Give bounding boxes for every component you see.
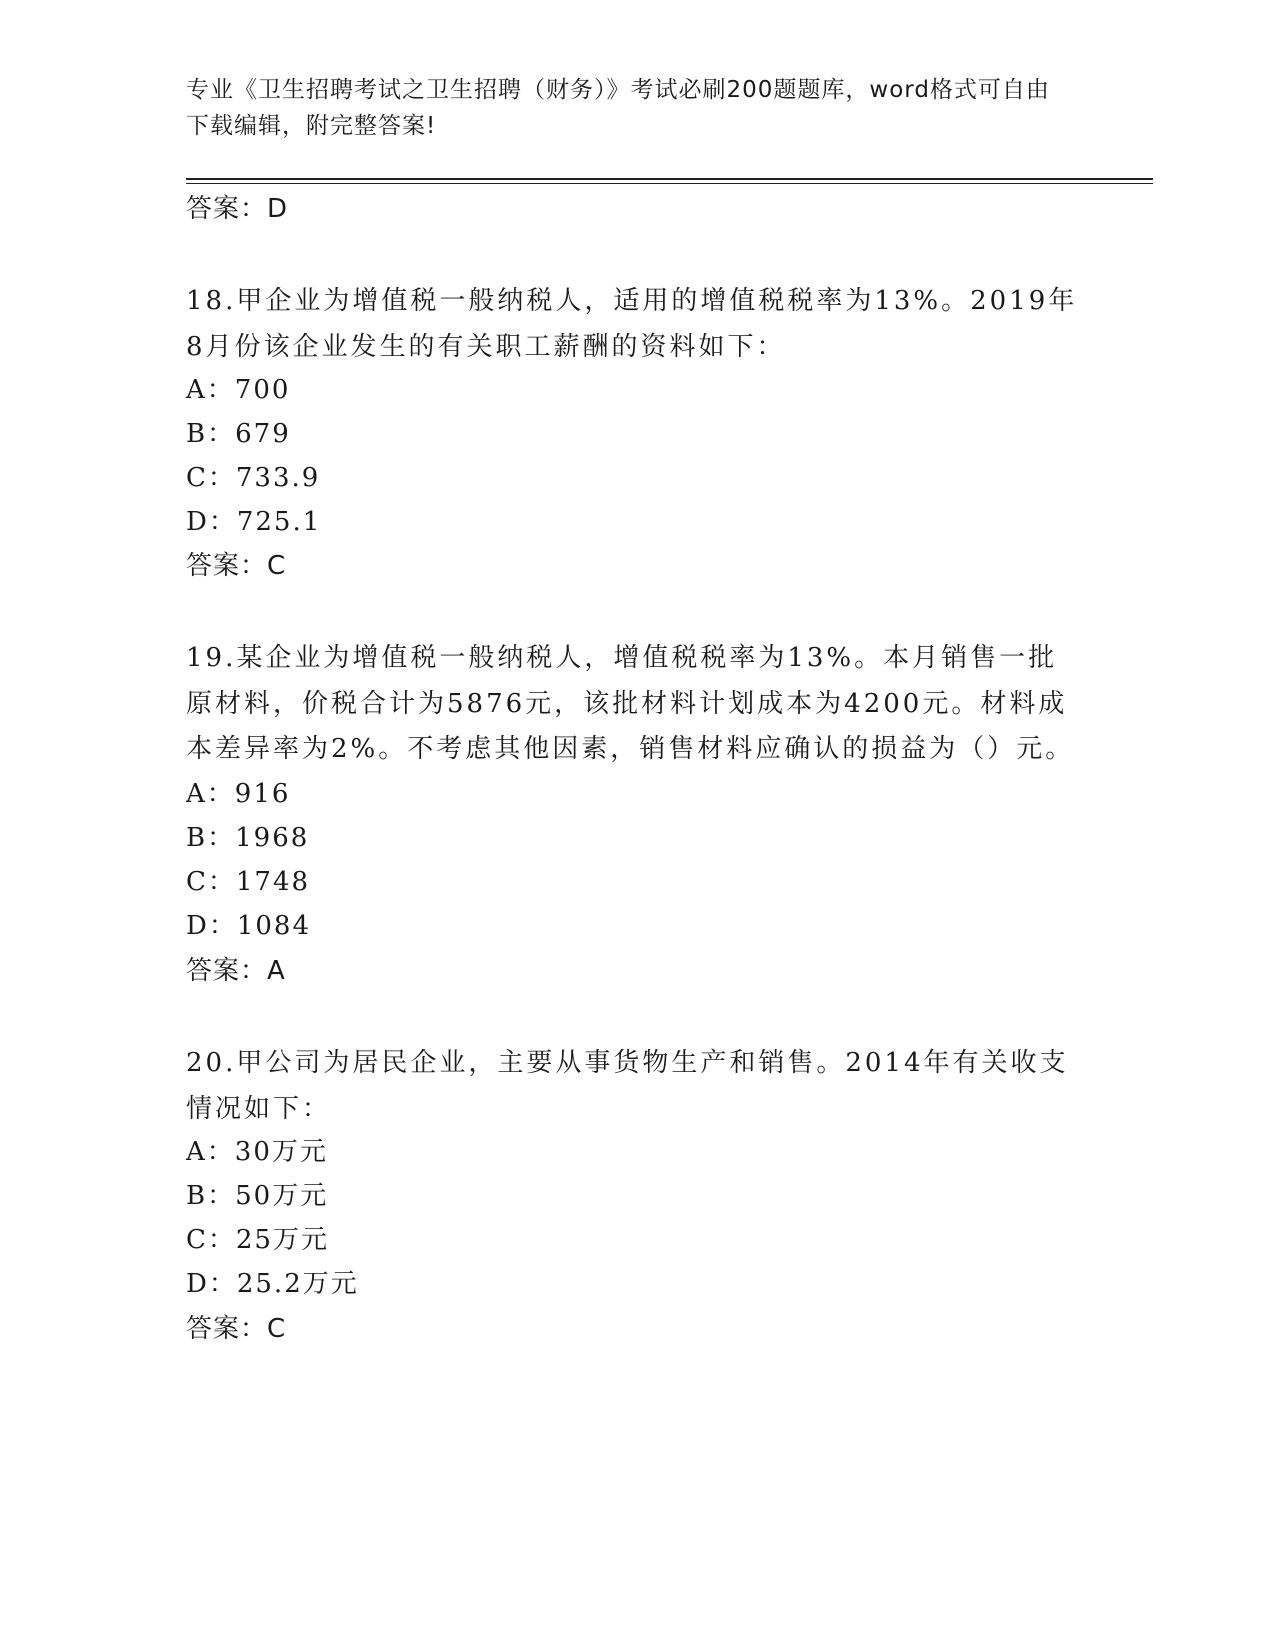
option-d: D：725.1 xyxy=(186,507,322,537)
answer-line: 答案：C xyxy=(186,551,287,581)
option-c: C：1748 xyxy=(186,867,311,897)
header-divider-thin xyxy=(186,183,1153,184)
option-a: A：700 xyxy=(186,375,291,405)
document-header: 专业《卫生招聘考试之卫生招聘（财务）》考试必刷200题题库，word格式可自由下载编辑，附完整答案! xyxy=(186,77,1050,139)
option-b: B：50万元 xyxy=(186,1181,329,1211)
header-divider xyxy=(186,178,1153,180)
option-a: A：30万元 xyxy=(186,1137,328,1167)
question-text: 20.甲公司为居民企业，主要从事货物生产和销售。2014年有关收支情况如下： xyxy=(186,1048,1069,1124)
answer-line: 答案：A xyxy=(186,956,286,986)
answer-line: 答案：D xyxy=(186,194,289,224)
question-text: 19.某企业为增值税一般纳税人，增值税税率为13%。本月销售一批原材料，价税合计为5876元，该批材料计划成本为4200元。材料成本差异率为2%。不考虑其他因素，销售材料应确认的损益为（）元。 xyxy=(186,643,1075,764)
option-a: A：916 xyxy=(186,779,291,809)
option-d: D：25.2万元 xyxy=(186,1269,359,1299)
option-c: C：733.9 xyxy=(186,463,321,493)
option-c: C：25万元 xyxy=(186,1225,329,1255)
option-b: B：1968 xyxy=(186,823,310,853)
option-b: B：679 xyxy=(186,419,291,449)
option-d: D：1084 xyxy=(186,911,312,941)
question-text: 18.甲企业为增值税一般纳税人，适用的增值税税率为13%。2019年8月份该企业发生的有关职工薪酬的资料如下： xyxy=(186,286,1078,362)
answer-line: 答案：C xyxy=(186,1314,287,1344)
